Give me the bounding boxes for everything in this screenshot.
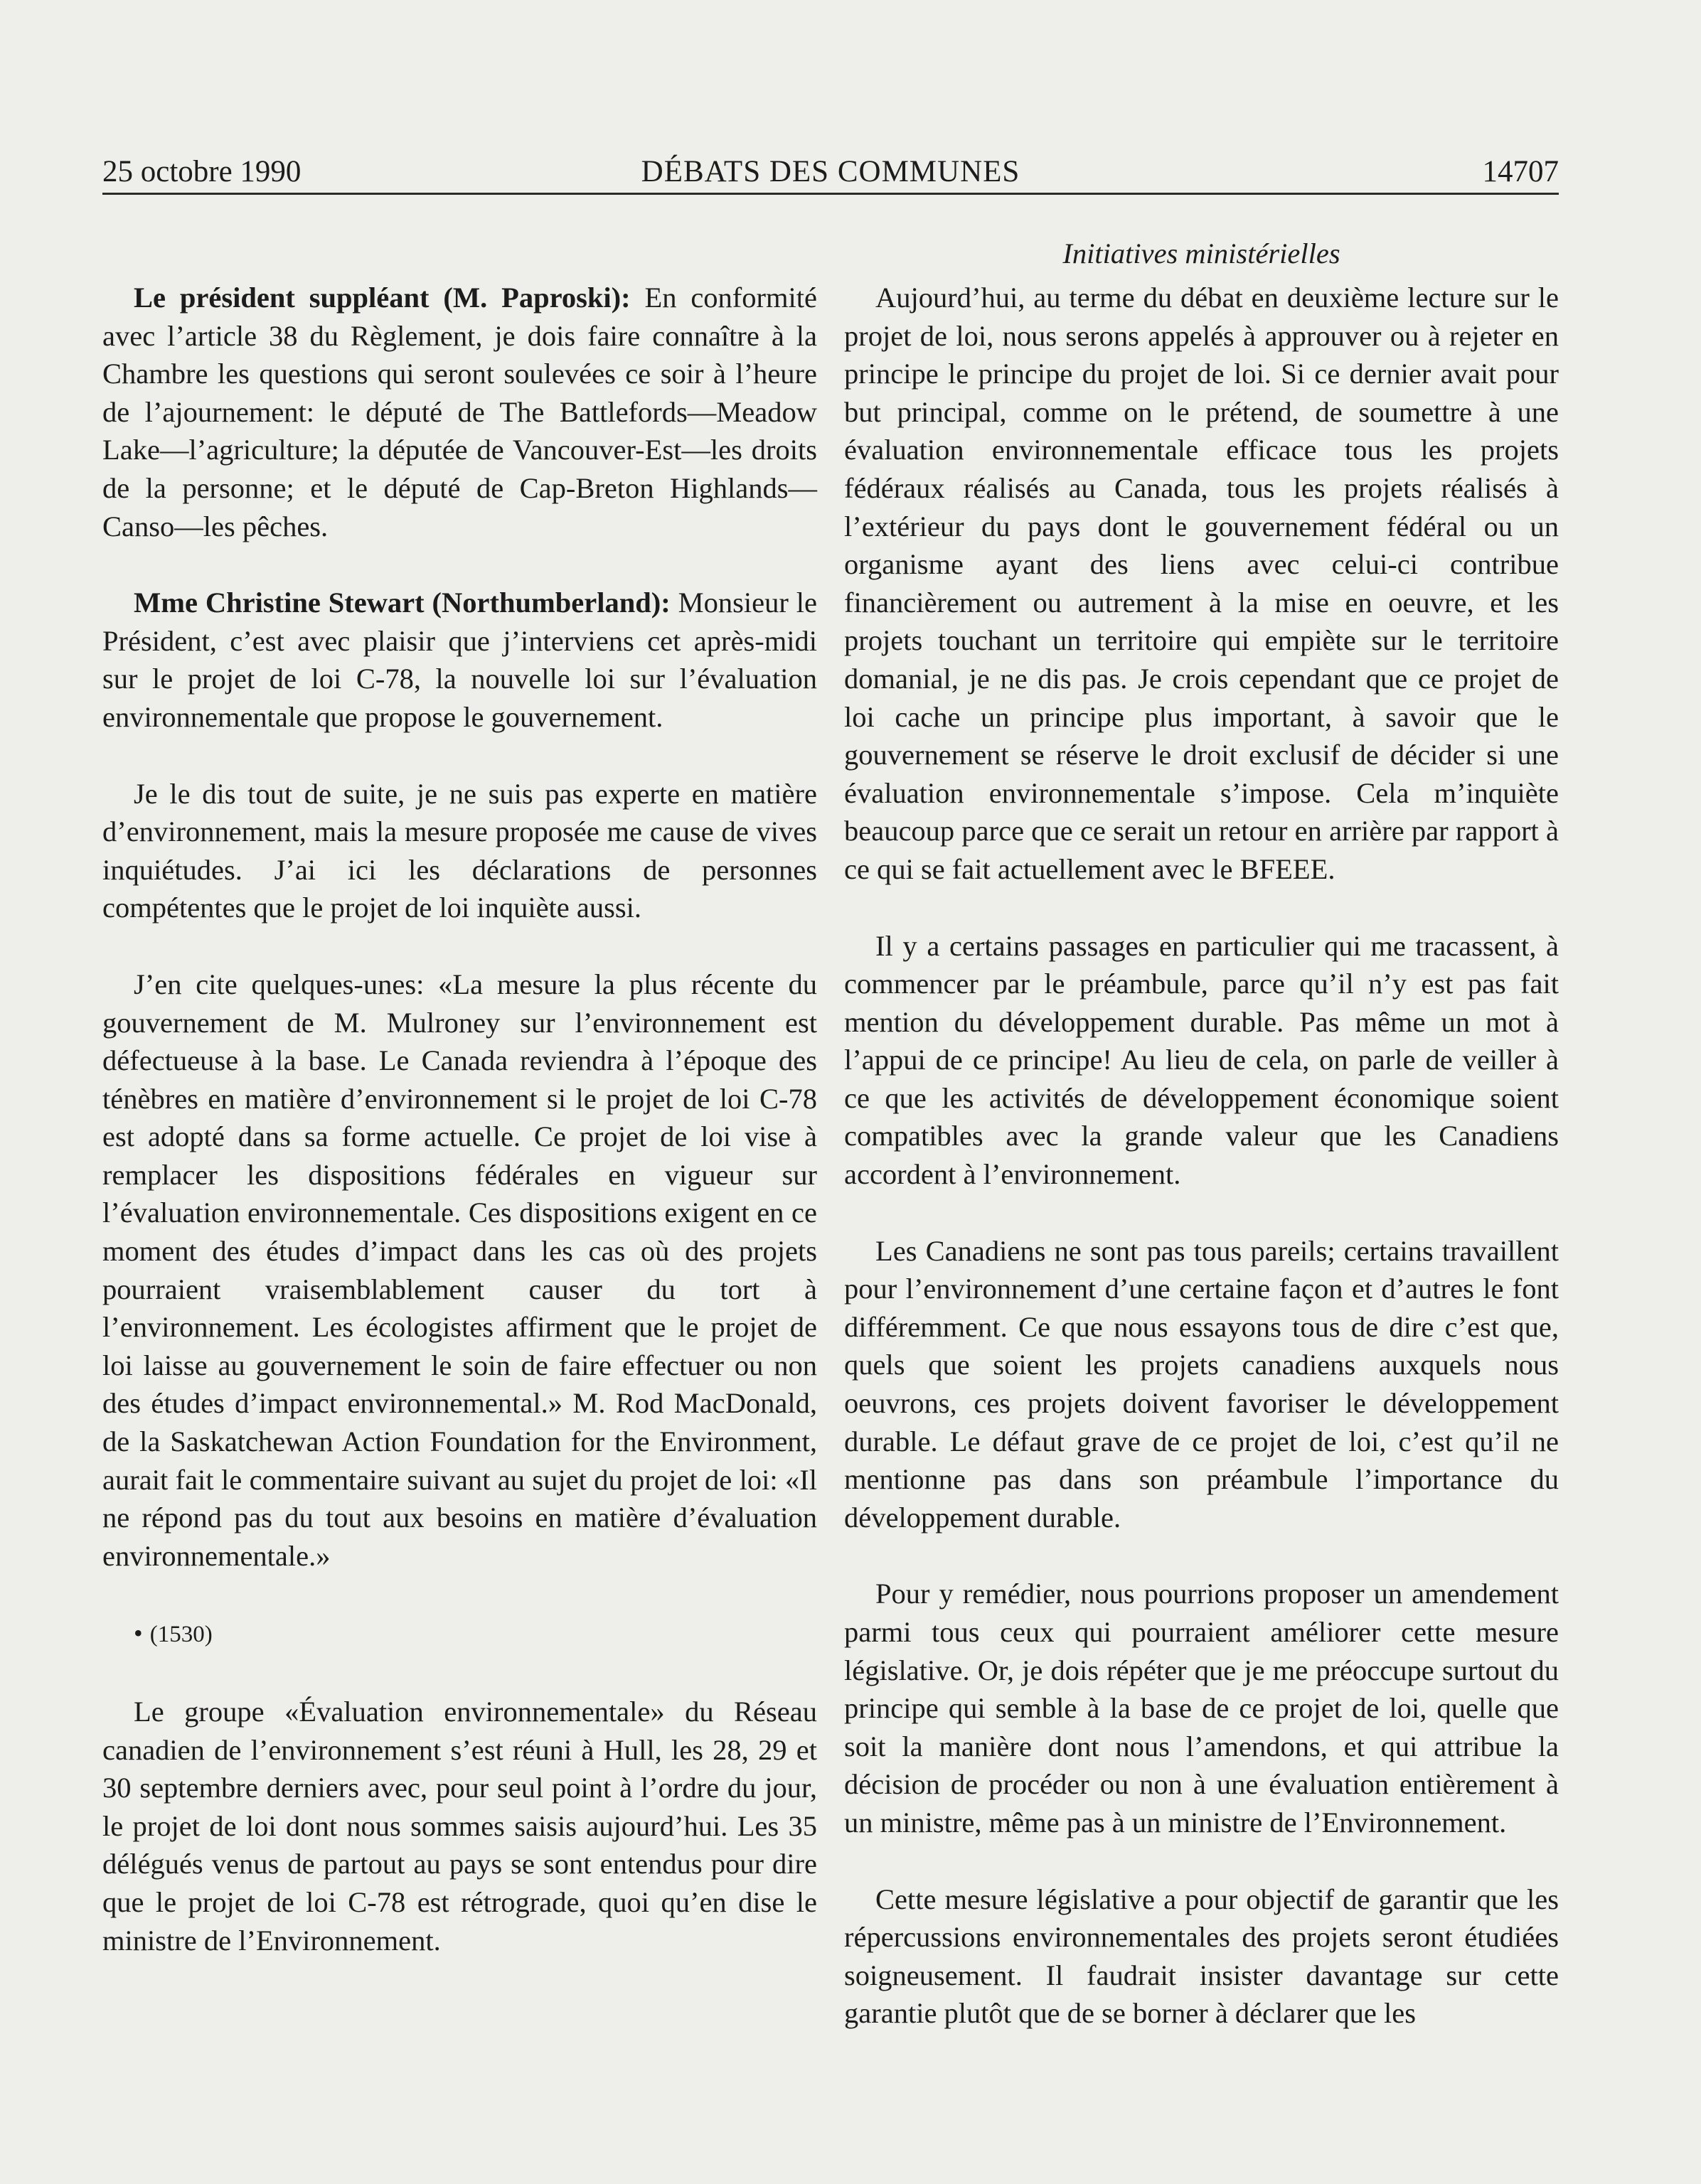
paragraph (102, 279, 817, 545)
time-marker (102, 1613, 817, 1654)
paragraph: Le groupe «Évaluation environnementale» du Réseau canadien de l’environnement s’est réuni à Hull, les 28, 29 et 30 septembre derniers avec, pour seul point à l’ordre du jour, le projet de loi dont nous sommes saisis aujourd’hui. Les 35 délégués venus de partout au pays se sont entendus pour dire que le projet de loi C-78 est rétrograde, quoi qu’en dise le ministre de l’Environnement. (102, 1696, 817, 1956)
header-date: 25 octobre 1990 (102, 155, 302, 188)
header-rule (102, 193, 1559, 195)
paragraph: Les Canadiens ne sont pas tous pareils; certains travaillent pour l’environnement d’une certaine façon et d’autres le font différemment. Ce que nous essayons tous de dire c’est que, quels que soient les projets canadiens auxquels nous oeuvrons, ces projets doivent favoriser le développement durable. Le défaut grave de ce projet de loi, c’est qu’il ne mentionne pas dans son préambule l’importance du développement durable. (844, 1234, 1559, 1533)
paragraph-text: En conformité avec l’article 38 du Règlement, je dois faire connaître à la Chambre les questions qui seront soulevées ce soir à l’heure de l’ajournement: le député de The Battlefords—Meadow Lake—l’agriculture; la députée de Vancouver-Est—les droits de la personne; et le député de Cap-Breton Highlands—Canso—les pêches. (102, 282, 817, 542)
paragraph: Cette mesure législative a pour objectif de garantir que les répercussions environnementales des projets seront étudiées soigneusement. Il faudrait insister davantage sur cette garantie plutôt que de se borner à déclarer que les (844, 1883, 1559, 2030)
paragraph: Aujourd’hui, au terme du débat en deuxième lecture sur le projet de loi, nous serons appelés à approuver ou à rejeter en principe le principe du projet de loi. Si ce dernier avait pour but principal, comme on le prétend, de soumettre à une évaluation environnementale efficace tous les projets fédéraux réalisés au Canada, tous les projets réalisés à l’extérieur du pays dont le gouvernement fédéral ou un organisme ayant des liens avec celui-ci contribue financièrement ou autrement à la mise en oeuvre, et les projets touchant un territoire qui empiète sur le territoire domanial, je ne dis pas. Je crois cependant que ce projet de loi cache un principe plus important, à savoir que le gouvernement se réserve le droit exclusif de décider si une évaluation environnementale s’impose. Cela m’inquiète beaucoup parce que ce serait un retour en arrière par rapport à ce qui se fait actuellement avec le BFEEE. (844, 282, 1559, 885)
paragraph: Il y a certains passages en particulier qui me tracassent, à commencer par le préambule, parce qu’il n’y est pas fait mention du développement durable. Pas même un mot à l’appui de ce principe! Au lieu de cela, on parle de veiller à ce que les activités de développement économique soient compatibles avec la grande valeur que les Canadiens accordent à l’environnement. (844, 929, 1559, 1191)
paragraph-text: Monsieur le Président, c’est avec plaisir que j’interviens cet après-midi sur le projet de loi C-78, la nouvelle loi sur l’évaluation environnementale que propose le gouvernement. (102, 587, 817, 733)
section-rubric: Initiatives ministérielles (1062, 237, 1340, 269)
paragraph: J’en cite quelques-unes: «La mesure la plus récente du gouvernement de M. Mulroney sur l’environnement est défectueuse à la base. Le Canada reviendra à l’époque des ténèbres en matière d’environnement si le projet de loi C-78 est adopté dans sa forme actuelle. Ce projet de loi vise à remplacer les dispositions fédérales en vigueur sur l’évaluation environnementale. Ces dispositions exigent en ce moment des études d’impact dans les cas où des projets pourraient vraisemblablement causer du tort à l’environnement. Les écologistes affirment que le projet de loi laisse au gouvernement le soin de faire effectuer ou non des études d’impact environnemental.» M. Rod MacDonald, de la Saskatchewan Action Foundation for the Environment, aurait fait le commentaire suivant au sujet du projet de loi: «Il ne répond pas du tout aux besoins en matière d’évaluation environnementale.» (102, 968, 817, 1572)
time-marker-text: (1530) (149, 1622, 213, 1648)
left-column (102, 235, 817, 1959)
header-title: DÉBATS DES COMMUNES (641, 155, 1020, 188)
right-column (844, 235, 1559, 2033)
paragraph: Pour y remédier, nous pourrions proposer un amendement parmi tous ceux qui pourraient améliorer cette mesure législative. Or, je dois répéter que je me préoccupe surtout du principe qui semble à la base de ce projet de loi, quelle que soit la manière dont nous l’amendons, et qui attribue la décision de procéder ou non à une évaluation entièrement à un ministre, même pas à un ministre de l’Environnement. (844, 1578, 1559, 1838)
bullet-icon: • (134, 1619, 143, 1648)
paragraph (102, 584, 817, 736)
speaker-name: Le président suppléant (M. Paproski): (134, 282, 631, 314)
page-number: 14707 (1482, 155, 1559, 188)
speaker-name: Mme Christine Stewart (Northumberland): (134, 587, 671, 619)
paragraph: Je le dis tout de suite, je ne suis pas experte en matière d’environnement, mais la mesure proposée me cause de vives inquiétudes. J’ai ici les déclarations de personnes compétentes que le projet de loi inquiète aussi. (102, 777, 817, 924)
page-header (102, 151, 1559, 196)
